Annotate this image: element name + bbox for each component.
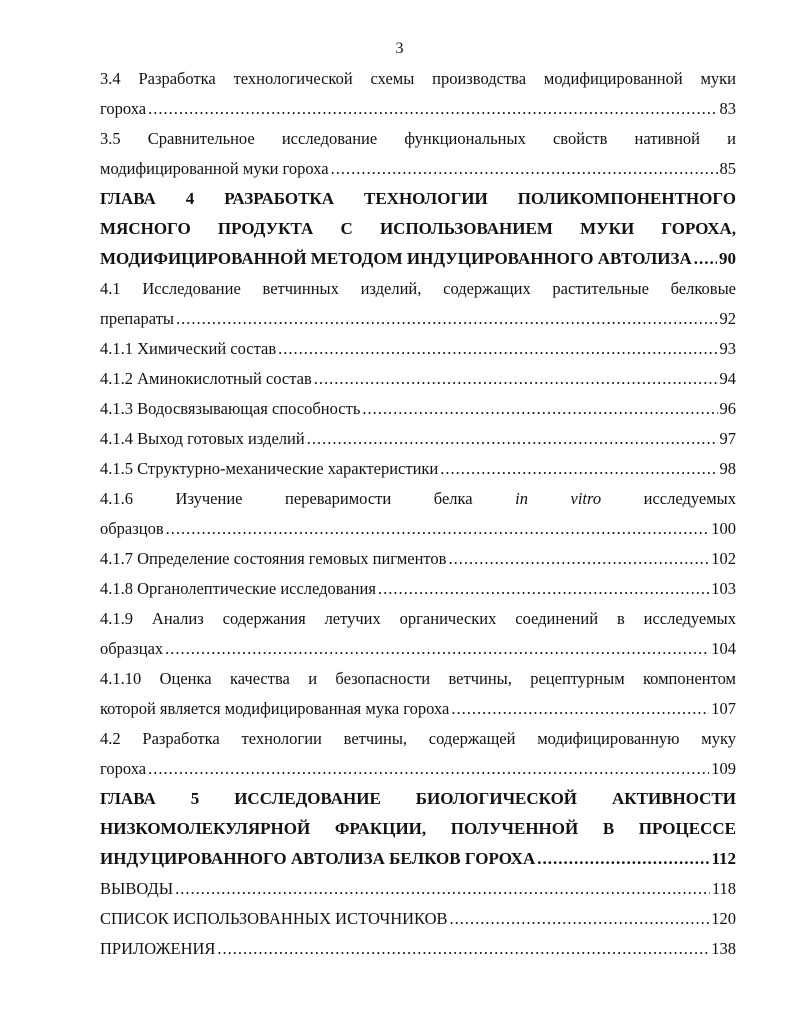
dot-leader [451, 694, 709, 724]
toc-entry-title: препараты [100, 309, 175, 328]
dot-leader [448, 544, 709, 574]
toc-entry [100, 94, 736, 124]
toc-entry-title: ВЫВОДЫ [100, 879, 174, 898]
toc-entry [100, 904, 736, 934]
dot-leader [450, 904, 710, 934]
toc-page-number: 98 [719, 459, 736, 478]
toc-entry-line: 4.2 Разработка технологии ветчины, содержащей модифицированную муку [100, 729, 736, 748]
toc-entry [100, 364, 736, 394]
toc-entry-line: 4.1 Исследование ветчинных изделий, содержащих растительные белковые [100, 279, 736, 298]
toc-entry-line: 4.1.9 Анализ содержания летучих органических соединений в исследуемых [100, 609, 736, 628]
toc-entry [100, 334, 736, 364]
toc-entry [100, 694, 736, 724]
toc-entry-title: образцах [100, 639, 164, 658]
toc-entry [100, 514, 736, 544]
toc-entry-line: МЯСНОГО ПРОДУКТА С ИСПОЛЬЗОВАНИЕМ МУКИ ГОРОХА, [100, 219, 736, 238]
toc-entry [100, 244, 736, 274]
toc-page-number: 138 [711, 939, 736, 958]
toc-page-number: 97 [719, 429, 736, 448]
toc-page-number: 83 [719, 99, 736, 118]
dot-leader [148, 94, 717, 124]
toc-entry-title: 4.1.4 Выход готовых изделий [100, 429, 305, 448]
dot-leader [331, 154, 718, 184]
toc-entry-line: 4.1.10 Оценка качества и безопасности ветчины, рецептурным компонентом [100, 669, 736, 688]
dot-leader [440, 454, 717, 484]
dot-leader [166, 514, 710, 544]
toc-entry [100, 304, 736, 334]
toc-entry-line: НИЗКОМОЛЕКУЛЯРНОЙ ФРАКЦИИ, ПОЛУЧЕННОЙ В ПРОЦЕССЕ [100, 819, 736, 838]
toc-entry-title: 4.1.8 Органолептические исследования [100, 579, 376, 598]
table-of-contents [100, 64, 736, 964]
dot-leader [176, 304, 717, 334]
toc-page-number: 100 [711, 519, 736, 538]
toc-page-number: 112 [711, 849, 736, 868]
toc-page-number: 104 [711, 639, 736, 658]
toc-page-number: 92 [719, 309, 736, 328]
toc-entry [100, 424, 736, 454]
toc-entry-line: 4.1.6 Изучение переваримости белка in vitro исследуемых [100, 489, 736, 508]
toc-page-number: 118 [711, 879, 736, 898]
toc-entry [100, 874, 736, 904]
toc-entry-title: гороха [100, 759, 147, 778]
toc-page-number: 107 [711, 699, 736, 718]
page-number: 3 [395, 40, 404, 57]
dot-leader [165, 634, 709, 664]
toc-entry-title: гороха [100, 99, 147, 118]
dot-leader [537, 844, 709, 874]
toc-entry-title: 4.1.2 Аминокислотный состав [100, 369, 312, 388]
toc-page-number: 93 [719, 339, 736, 358]
dot-leader [175, 874, 710, 904]
toc-page-number: 102 [711, 549, 736, 568]
toc-entry-title: 4.1.1 Химический состав [100, 339, 277, 358]
toc-entry [100, 844, 736, 874]
dot-leader [148, 754, 709, 784]
toc-entry-title: МОДИФИЦИРОВАННОЙ МЕТОДОМ ИНДУЦИРОВАННОГО АВТОЛИЗА [100, 249, 692, 268]
toc-entry-title: СПИСОК ИСПОЛЬЗОВАННЫХ ИСТОЧНИКОВ [100, 909, 448, 928]
toc-entry-title: модифицированной муки гороха [100, 159, 329, 178]
toc-page-number: 85 [719, 159, 736, 178]
toc-page-number: 90 [719, 249, 736, 268]
toc-entry-title: 4.1.3 Водосвязывающая способность [100, 399, 361, 418]
toc-entry-line: 3.5 Сравнительное исследование функциональных свойств нативной и [100, 129, 736, 148]
toc-page-number: 103 [711, 579, 736, 598]
dot-leader [217, 934, 709, 964]
toc-entry-title: которой является модифицированная мука гороха [100, 699, 450, 718]
dot-leader [694, 244, 717, 274]
toc-entry-title: ИНДУЦИРОВАННОГО АВТОЛИЗА БЕЛКОВ ГОРОХА [100, 849, 536, 868]
dot-leader [314, 364, 718, 394]
toc-page-number: 96 [719, 399, 736, 418]
toc-page-number: 94 [719, 369, 736, 388]
toc-entry [100, 754, 736, 784]
dot-leader [362, 394, 717, 424]
toc-entry-line: 3.4 Разработка технологической схемы производства модифицированной муки [100, 69, 736, 88]
toc-entry [100, 634, 736, 664]
toc-entry-line: ГЛАВА 4 РАЗРАБОТКА ТЕХНОЛОГИИ ПОЛИКОМПОНЕНТНОГО [100, 189, 736, 208]
dot-leader [307, 424, 718, 454]
toc-entry-title: образцов [100, 519, 164, 538]
dot-leader [278, 334, 717, 364]
toc-page-number: 109 [711, 759, 736, 778]
toc-entry-title: ПРИЛОЖЕНИЯ [100, 939, 216, 958]
toc-page-number: 120 [711, 909, 736, 928]
toc-entry [100, 454, 736, 484]
toc-entry [100, 574, 736, 604]
dot-leader [378, 574, 709, 604]
toc-entry [100, 934, 736, 964]
toc-entry-title: 4.1.7 Определение состояния гемовых пигментов [100, 549, 447, 568]
toc-entry-title: 4.1.5 Структурно-механические характеристики [100, 459, 439, 478]
toc-entry [100, 394, 736, 424]
toc-entry [100, 544, 736, 574]
toc-entry [100, 154, 736, 184]
toc-entry-line: ГЛАВА 5 ИССЛЕДОВАНИЕ БИОЛОГИЧЕСКОЙ АКТИВНОСТИ [100, 789, 736, 808]
